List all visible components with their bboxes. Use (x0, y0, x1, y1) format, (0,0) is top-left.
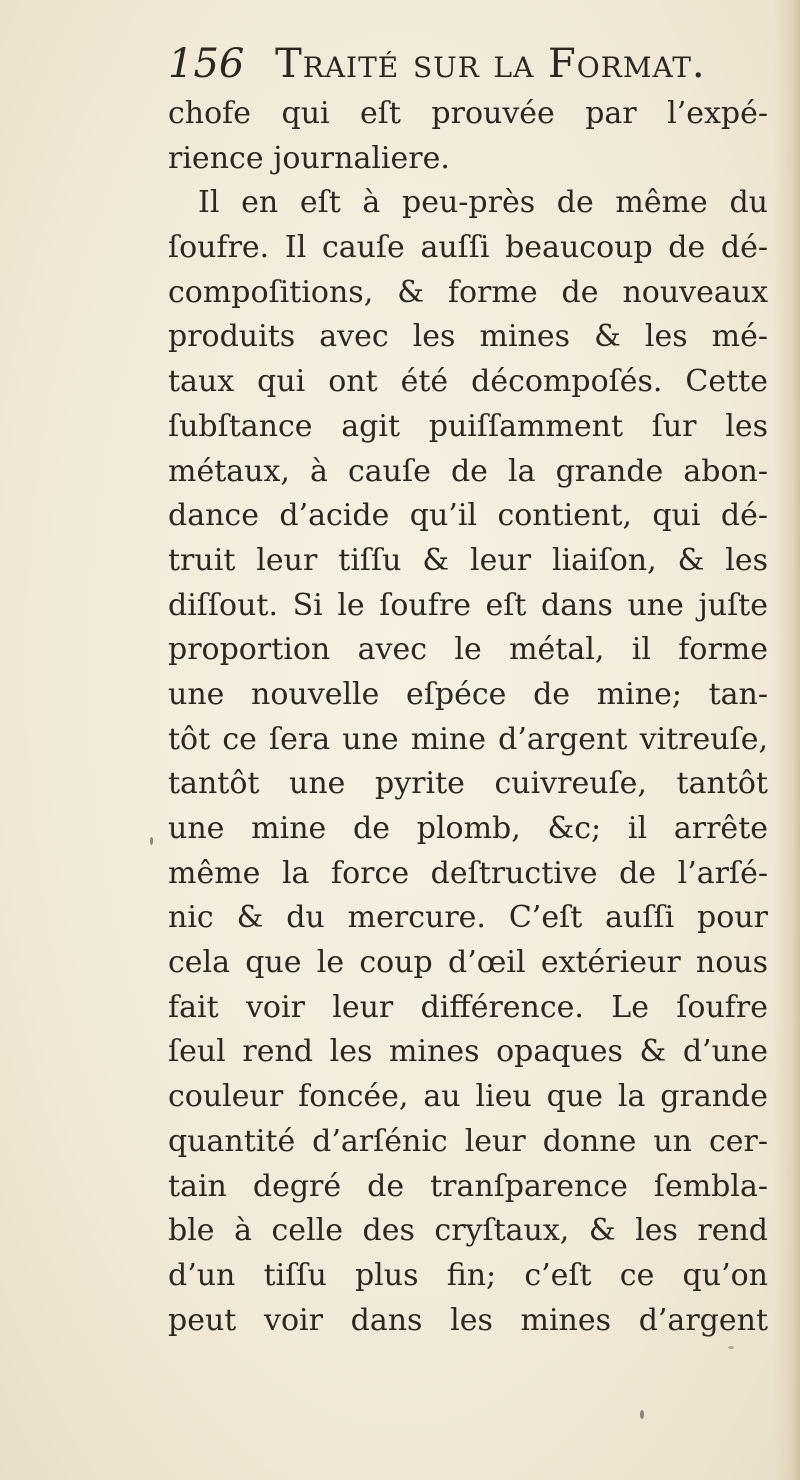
text-line: dance d’acide qu’il contient, qui dé- (168, 498, 768, 534)
text-line: produits avec les mines & les mé- (168, 319, 768, 355)
text-line: ſeul rend les mines opaques & d’une (168, 1034, 768, 1070)
page-number: 156 (168, 41, 245, 87)
page-edge-shadow (774, 0, 800, 1480)
paper-speck (728, 1346, 734, 1349)
text-line: cela que le coup d’œil extérieur nous (168, 945, 768, 981)
text-line: tain degré de tranſparence ſembla- (168, 1168, 768, 1204)
running-head (168, 34, 778, 94)
text-line: truit leur tiſſu & leur liaiſon, & les (168, 542, 768, 578)
text-line: nic & du mercure. C’eſt auſſi pour (168, 900, 768, 936)
body-text (168, 92, 768, 1343)
text-line: quantité d’arſénic leur donne un cer- (168, 1123, 768, 1159)
text-line: proportion avec le métal, il forme (168, 632, 768, 668)
text-line: métaux, à cauſe de la grande abon- (168, 453, 768, 489)
text-line: ſubſtance agit puiſſamment ſur les (168, 408, 768, 444)
text-line: couleur foncée, au lieu que la grande (168, 1079, 768, 1115)
text-line: taux qui ont été décompoſés. Cette (168, 364, 768, 400)
text-line: peut voir dans les mines d’argent (168, 1302, 768, 1338)
text-line: une nouvelle eſpéce de mine; tan- (168, 676, 768, 712)
paper-speck (150, 837, 153, 845)
text-line: compoſitions, & forme de nouveaux (168, 274, 768, 310)
text-line: même la force deſtructive de l’arſé- (168, 855, 768, 891)
text-line: ſoufre. Il cauſe auſſi beaucoup de dé- (168, 230, 768, 266)
text-line: ble à celle des cryſtaux, & les rend (168, 1213, 768, 1249)
text-line: tôt ce ſera une mine d’argent vitreuſe, (168, 721, 768, 757)
text-line: tantôt une pyrite cuivreuſe, tantôt (168, 766, 768, 802)
text-line: une mine de plomb, &c; il arrête (168, 811, 768, 846)
running-title: Traité sur la Format. (275, 41, 706, 87)
text-line: d’un tiſſu plus fin; c’eſt ce qu’on (168, 1257, 768, 1293)
paper-speck (640, 1410, 644, 1419)
text-line: fait voir leur différence. Le ſoufre (168, 989, 768, 1025)
text-line: chofe qui eſt prouvée par l’expé- (168, 96, 768, 131)
text-line: Il en eſt à peu-près de même du (198, 185, 768, 221)
text-line: rience journaliere. (168, 140, 450, 176)
text-line: diſſout. Si le ſoufre eſt dans une juſte (168, 587, 768, 623)
